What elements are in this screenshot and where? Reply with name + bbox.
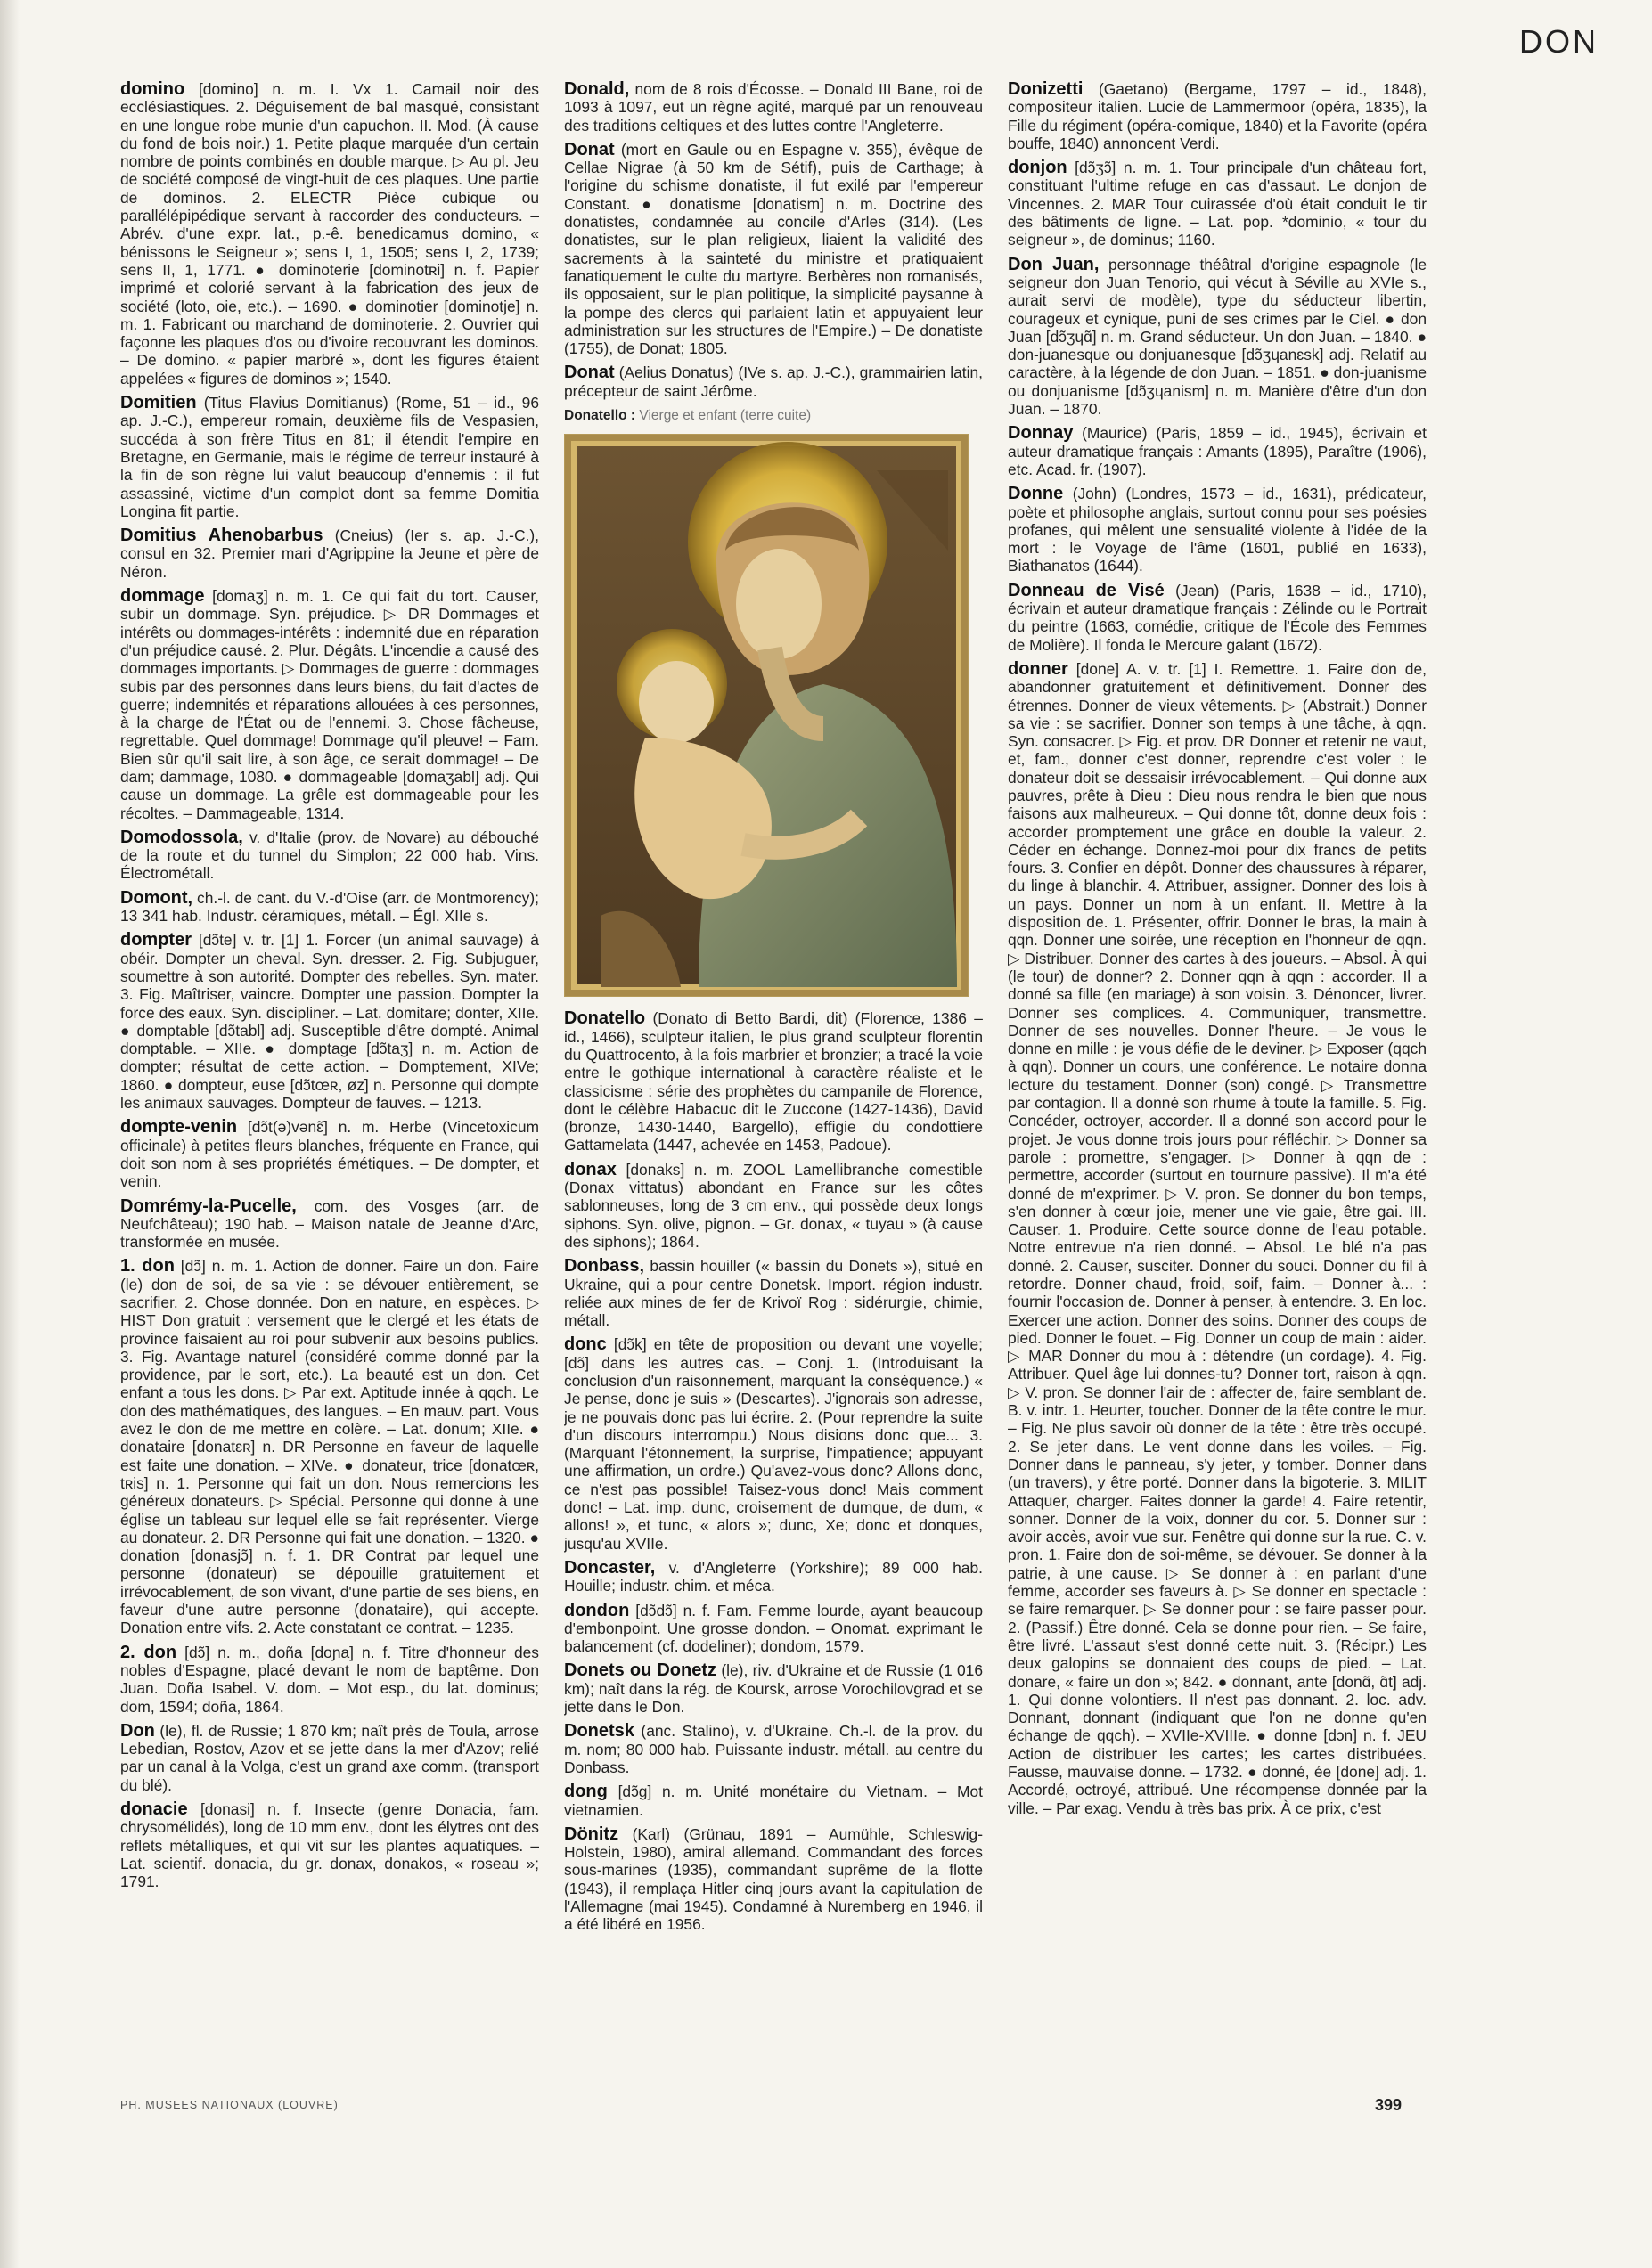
dictionary-entry [120, 1644, 539, 1716]
entry-definition: ch.-l. de cant. du V.-d'Oise (arr. de Montmorency); 13 341 hab. Industr. céramiques, métall. – Égl. XIIe s. [120, 888, 539, 926]
dictionary-entry [564, 1722, 983, 1776]
entry-headword: donjon [1008, 158, 1067, 178]
dictionary-entry [120, 587, 539, 822]
dictionary-entry [564, 1559, 983, 1595]
entry-definition: (Aelius Donatus) (IVe s. ap. J.-C.), grammairien latin, précepteur de saint Jérôme. [564, 363, 983, 400]
dictionary-entry [1008, 159, 1427, 249]
entry-headword: Domitien [120, 393, 197, 413]
entry-definition: (John) (Londres, 1573 – id., 1631), prédicateur, poète et philosophe anglais, surtout connu pour ses poésies profanes, qui mêlent une sensualité violente à l'idée de la mort : le Voyage de l'âme (1601, publié en 1633), Biathanatos (1644). [1008, 485, 1427, 575]
entry-definition: [dɔ̃dɔ̃] n. f. Fam. Femme lourde, ayant beaucoup d'embonpoint. Une grosse dondon. – Onomat. exprimant le balancement (cf. dodeliner); dondom, 1579. [564, 1601, 983, 1656]
page-number: 399 [1375, 2096, 1403, 2114]
photo-credit: PH. MUSEES NATIONAUX (LOUVRE) [120, 2099, 339, 2111]
page-edge-shadow [0, 0, 20, 2268]
entry-headword: Donizetti [1008, 80, 1084, 99]
entry-headword: Domitius Ahenobarbus [120, 526, 323, 546]
dictionary-entry [564, 1783, 983, 1819]
entry-headword: dondon [564, 1600, 630, 1620]
entry-headword: dompter [120, 930, 192, 950]
entry-headword: Donets ou Donetz [564, 1660, 717, 1681]
entry-headword: Donat [564, 363, 615, 383]
entry-definition: [dɔ̃] n. m., doña [doɲa] n. f. Titre d'honneur des nobles d'Espagne, placé devant le nom de baptême. Don Juan. Doña Isabel. V. dom. – Mot esp., du lat. dominus; dom, 1594; doña, 1864. [120, 1643, 539, 1716]
dictionary-entry [120, 80, 539, 388]
entry-headword: Donneau de Visé [1008, 580, 1165, 600]
dictionary-entry [120, 931, 539, 1112]
dictionary-entry [564, 1661, 983, 1716]
dictionary-entry [564, 141, 983, 358]
dictionary-entry [1008, 256, 1427, 419]
entry-definition: v. d'Italie (prov. de Novare) au débouché de la route et du tunnel du Simplon; 22 000 hab. Vins. Électrométall. [120, 828, 539, 883]
dictionary-entry [120, 1257, 539, 1636]
entry-headword: Donatello [564, 1008, 646, 1029]
entry-definition: v. d'Angleterre (Yorkshire); 89 000 hab. Houille; industr. chim. et méca. [564, 1558, 983, 1595]
entry-headword: Donald, [564, 80, 630, 99]
dictionary-entry [1008, 582, 1427, 654]
entry-headword: domino [120, 80, 185, 99]
dictionary-entry [564, 1257, 983, 1329]
entry-definition: personnage théâtral d'origine espagnole (le seigneur don Juan Tenorio, qui vécut à Séville au XVIe s., aurait servi de modèle), type du séducteur libertin, courageux et cynique, puni de ses crimes par le Ciel. ● don Juan [dɔ̃ʒɥɑ̃] n. m. Grand séducteur. Un don Juan. – 1840. ● don-juanesque ou donjuanesque [dɔ̃ʒɥanɛsk] adj. Relatif au caractère, à la légende de don Juan. – 1851. ● don-juanisme ou donjuanisme [dɔ̃ʒɥanism] n. m. Manière d'être d'un don Juan. – 1870. [1008, 255, 1427, 419]
dictionary-entry [1008, 660, 1427, 1817]
figure-caption-title: Donatello : [564, 408, 636, 424]
column-right [1008, 80, 1427, 2067]
entry-definition: [donaks] n. m. ZOOL Lamellibranche comestible (Donax vittatus) abondant en France sur les côtes sablonneuses, long de 3 cm env., qui possède deux longs siphons. Syn. olive, pignon. – Gr. donax, « tuyau » (à cause des siphons); 1864. [564, 1160, 983, 1251]
entry-headword: dompte-venin [120, 1117, 238, 1138]
entry-definition: (le), fl. de Russie; 1 870 km; naît près de Toula, arrose Lebedian, Rostov, Azov et se jette dans la mer d'Azov; relié par un canal à la Volga, c'est un grand axe comm. (transport du blé). [120, 1721, 539, 1794]
entry-definition: (Titus Flavius Domitianus) (Rome, 51 – id., 96 ap. J.-C.), empereur romain, deuxième fils de Vespasien, succéda à son frère Titus en 81; il étendit l'empire en Bretagne, en Germanie, mais le régime de terreur instauré à la fin de son règne lui valut beaucoup d'ennemis : il fut assassiné, victime d'un complot dont sa femme Domitia Longina fit partie. [120, 394, 539, 520]
dictionary-entry [120, 1197, 539, 1252]
column-middle [564, 80, 983, 2067]
running-head: DON [1519, 23, 1599, 60]
entry-definition: com. des Vosges (arr. de Neufchâteau); 190 hab. – Maison natale de Jeanne d'Arc, transformée en musée. [120, 1196, 539, 1252]
entry-headword: Don Juan, [1008, 254, 1100, 274]
dictionary-entry [120, 1118, 539, 1190]
entry-definition: nom de 8 rois d'Écosse. – Donald III Bane, roi de 1093 à 1097, eut un règne agité, marqué par un renouveau des traditions celtiques et des luttes contre l'Angleterre. [564, 80, 983, 135]
entry-definition: (Karl) (Grünau, 1891 – Aumühle, Schleswig-Holstein, 1980), amiral allemand. Commandant des forces sous-marines (1935), commandant suprême de la flotte (1943), il remplaça Hitler cinq jours avant la capitulation de l'Allemagne (mai 1945). Condamné à Nuremberg en 1946, il a été libéré en 1956. [564, 1824, 983, 1934]
figure-caption-subtitle: Vierge et enfant (terre cuite) [639, 408, 812, 424]
dictionary-entry [564, 1161, 983, 1251]
entry-definition: (le), riv. d'Ukraine et de Russie (1 016 km); naît dans la rég. de Koursk, arrose Vorochilovgrad et se jette dans le Don. [564, 1661, 983, 1717]
entry-definition: [dɔ̃te] v. tr. [1] 1. Forcer (un animal sauvage) à obéir. Dompter un cheval. Syn. dresser. 2. Fig. Subjuguer, soumettre à son autorité. Dompter des rebelles. Syn. mater. 3. Fig. Maîtriser, vaincre. Dompter une passion. Dompter la force des eaux. Syn. discipliner. – Lat. domitare; donter, XIIe. ● domptable [dɔ̃tabl] adj. Susceptible d'être dompté. Animal domptable. – XIIe. ● domptage [dɔ̃taʒ] n. m. Action de dompter; résultat de cette action. – Domptement, XIVe; 1860. ● dompteur, euse [dɔ̃tœʀ, øz] n. Personne qui dompte les animaux sauvages. Dompteur de fauves. – 1213. [120, 931, 539, 1113]
entry-headword: donc [564, 1334, 607, 1355]
entry-definition: [dɔ̃ʒɔ̃] n. m. 1. Tour principale d'un château fort, constituant l'ultime refuge en cas d'assaut. Le donjon de Vincennes. 2. MAR Tour cuirassée d'où était conduit le tir des bâtiments de ligne. – Lat. pop. *dominio, « tour du seigneur », de dominus; 1160. [1008, 159, 1427, 249]
entry-definition: [dɔ̃t(ə)vənɛ̃] n. m. Herbe (Vincetoxicum officinale) à petites fleurs blanches, fréquente en France, qui doit son nom à ses propriétés émétiques. – De dompter, et venin. [120, 1118, 539, 1191]
donatello-madonna-image [564, 434, 969, 997]
madonna-relief-illustration [565, 435, 968, 996]
dictionary-entry [564, 363, 983, 400]
entry-definition: [dɔ̃g] n. m. Unité monétaire du Vietnam. – Mot vietnamien. [564, 1783, 983, 1819]
dictionary-entry [564, 1602, 983, 1656]
dictionary-entry [120, 889, 539, 926]
entry-definition: (mort en Gaule ou en Espagne v. 355), évêque de Cellae Nigrae (à 50 km de Sétif), puis de Carthage; à l'origine du schisme donatiste, il fut exilé par l'empereur Constant. ● donatisme [donatism] n. m. Doctrine des donatistes, condamnée au concile d'Arles (314). (Les donatistes, sur le plan religieux, liaient la validité des sacrements à la sainteté du ministre et pratiquaient fanatiquement le culte du martyre. Berbères non romanisés, ils opposaient, sur le plan politique, la simplicité paysanne à la pompe des clercs qui parlaient latin et appuyaient leur administration sur les structures de l'Empire.) – De donatiste (1755), de Donat; 1805. [564, 140, 983, 358]
entry-headword: donacie [120, 1799, 188, 1820]
entry-definition: [domino] n. m. I. Vx 1. Camail noir des ecclésiastiques. 2. Déguisement de bal masqué, consistant en une longue robe munie d'un capuchon. II. Mod. (À cause du fond de bois noir.) 1. Petite plaque marquée d'un certain nombre de points combinés en double marque. ▷ Au pl. Jeu de société composé de vingt-huit de ces plaques. Une partie de dominos. 2. ELECTR Pièce cubique ou parallélépipédique servant à raccorder des conducteurs. – Abrév. d'une expr. lat., p.-ê. benedicamus domino, « bénissons le Seigneur »; sens I, 1, 1505; sens I, 2, 1739; sens II, 1, 1771. ● dominoterie [dominotʀi] n. f. Papier imprimé et colorié servant à la fabrication des jeux de société (loto, oie, etc.). – 1690. ● dominotier [dominotje] n. m. 1. Fabricant ou marchand de dominoterie. 2. Ouvrier qui façonne les plaques d'os ou d'ivoire recouvrant les dominos. – De domino. « papier marbré », dont les figures étaient appelées « figures de dominos »; 1540. [120, 80, 539, 388]
entry-headword: dong [564, 1782, 608, 1802]
entry-definition: [domaʒ] n. m. 1. Ce qui fait du tort. Causer, subir un dommage. Syn. préjudice. ▷ DR Dommages et intérêts ou dommages-intérêts : indemnité due en réparation d'un préjudice causé. 2. Plur. Dégâts. L'incendie a causé des dommages importants. ▷ Dommages de guerre : dommages subis par des personnes dans leurs biens, du fait d'actes de guerre; indemnités et réparations allouées à ces personnes, à la charge de l'État ou de l'ennemi. 3. Chose fâcheuse, regrettable. Quel dommage! Dommage qu'il pleuve! – Fam. Bien sûr qu'il sait lire, à son âge, ce serait dommage! – De dam; dammage, 1080. ● dommageable [domaʒabl] adj. Qui cause un dommage. La grêle est dommageable pour les récoltes. – Dammageable, 1314. [120, 587, 539, 822]
dictionary-entry [564, 1009, 983, 1154]
entry-headword: donax [564, 1159, 617, 1179]
figure-caption [564, 407, 983, 425]
dictionary-entry [120, 828, 539, 883]
entry-headword: Domodossola, [120, 827, 243, 847]
entry-headword: Donetsk [564, 1721, 634, 1742]
entry-headword: Dönitz [564, 1823, 619, 1844]
dictionary-entry [120, 1800, 539, 1890]
dictionary-entry [120, 526, 539, 581]
entry-headword: Donat [564, 139, 615, 159]
entry-headword: Don [120, 1720, 155, 1741]
dictionary-entry [120, 1722, 539, 1794]
entry-headword: 1. don [120, 1256, 175, 1277]
entry-headword: 2. don [120, 1642, 177, 1662]
dictionary-entry [564, 80, 983, 135]
column-left [120, 80, 539, 2067]
dictionary-entry [120, 394, 539, 520]
entry-headword: Doncaster, [564, 1557, 656, 1578]
entry-definition: [dɔ̃] n. m. 1. Action de donner. Faire un don. Faire (le) don de soi, de sa vie : se dévouer entièrement, se sacrifier. 2. Chose donnée. Don en nature, en espèces. ▷ HIST Don gratuit : versement que le clergé et les états de province faisaient au roi pour subvenir aux besoins publics. 3. Fig. Avantage naturel (considéré comme donné par la providence, par le sort, etc.). La beauté est un don. Cet enfant a tous les dons. ▷ Par ext. Aptitude innée à qqch. Le don des mathématiques, des langues. – En mauv. part. Vous avez le don de me mettre en colère. – Lat. donum; XIIe. ● donataire [donatɛʀ] n. DR Personne en faveur de laquelle est faite une donation. – XIVe. ● donateur, trice [donatœʀ, tʀis] n. 1. Personne qui fait un don. Nous remercions les généreux donateurs. ▷ Spécial. Personne qui donne à une église un tableau sur lequel elle se fait représenter. Vierge au donateur. 2. DR Personne qui fait une donation. – 1320. ● donation [donasjɔ̃] n. f. 1. DR Contrat par lequel une personne (donateur) se dépouille gratuitement et irrévocablement, de son vivant, d'une partie de ses biens, en faveur d'une autre personne (donataire), qui accepte. Donation entre vifs. 2. Acte constatant ce contrat. – 1235. [120, 1257, 539, 1637]
entry-headword: donner [1008, 658, 1068, 679]
dictionary-entry [1008, 80, 1427, 152]
dictionary-entry [1008, 485, 1427, 575]
entry-definition: (Donato di Betto Bardi, dit) (Florence, 1386 – id., 1466), sculpteur italien, le plus grand sculpteur florentin du Quattrocento, à la fois marbrier et bronzier; a tracé la voie entre le gothique international à caractère réaliste et le classicisme : série des prophètes du campanile de Florence, dont le célèbre Habacuc dit le Zuccone (1427-1436), David (bronze, 1430-1440, Bargello), effigie du condottiere Gattamelata (1447, achevée en 1453, Padoue). [564, 1009, 983, 1154]
entry-headword: Domont, [120, 887, 193, 908]
entry-definition: (Gaetano) (Bergame, 1797 – id., 1848), compositeur italien. Lucie de Lammermoor (opéra, 1835), la Fille du régiment (opéra-comique, 1840) et la Favorite (opéra bouffe, 1840) annoncent Verdi. [1008, 80, 1427, 152]
entry-headword: dommage [120, 586, 205, 607]
entry-headword: Domrémy-la-Pucelle, [120, 1195, 297, 1216]
dictionary-entry [1008, 424, 1427, 478]
entry-definition: [dɔ̃k] en tête de proposition ou devant une voyelle; [dɔ̃] dans les autres cas. – Conj. 1. (Introduisant la conclusion d'un raisonnement, marquant la conséquence.) « Je pense, donc je suis » (Descartes). J'ignorais son adresse, je ne pouvais donc pas lui écrire. 2. (Pour reprendre la suite d'un discours interrompu.) Nous disions donc que... 3. (Marquant l'étonnement, la surprise, l'impatience; appuyant une affirmation, un ordre.) Qu'avez-vous donc? Allons donc, ce n'est pas possible! Taisez-vous donc! Mais comment donc! – Lat. imp. dunc, croisement de dumque, de dum, « allons! », et tunc, « alors »; dunc, Xe; donc et donques, jusqu'au XVIIe. [564, 1335, 983, 1553]
entry-headword: Donbass, [564, 1256, 645, 1277]
entry-headword: Donnay [1008, 423, 1074, 444]
entry-definition: (Maurice) (Paris, 1859 – id., 1945), écrivain et auteur dramatique français : Amants (1895), Paraître (1906), etc. Acad. fr. (1907). [1008, 424, 1427, 478]
dictionary-entry [564, 1825, 983, 1934]
entry-definition: [done] A. v. tr. [1] I. Remettre. 1. Faire don de, abandonner gratuitement et définitivement. Donner des étrennes. Donner de vieux vêtements. ▷ (Abstrait.) Donner sa vie : se sacrifier. Donner son temps à une tâche, à qqn. Syn. consacrer. ▷ Fig. et prov. DR Donner et retenir ne vaut, et, fam., donner c'est donner, reprendre c'est voler : le donateur doit se dessaisir irrévocablement. – Qui donne aux pauvres, prête à Dieu : Dieu nous rendra le bien que nous faisons aux malheureux. – Qui donne tôt, donne deux fois : accorder promptement une grâce en double la valeur. 2. Céder en échange. Donnez-moi pour dix francs de petits fours. 3. Confier en dépôt. Donner des chaussures à réparer, du linge à blanchir. 4. Attribuer, assigner. Donner des lois à un pays. Donner un nom à un enfant. II. Mettre à la disposition de. 1. Présenter, offrir. Donner le bras, la main à qqn. Donner une soirée, une réception en l'honneur de qqn. ▷ Distribuer. Donner des cartes à des joueurs. – Absol. À qui (le tour) de donner? 2. Donner qqn à qqn : accorder. Il a donné sa fille (en mariage) à son voisin. 3. Dénoncer, livrer. Donner ses complices. 4. Communiquer, transmettre. Donner de ses nouvelles. Donner l'heure. – Je vous le donne en mille : je vous défie de le deviner. ▷ Exposer (qqch à qqn). Donner un cours, une conférence. Le notaire donna lecture du testament. Donner (son) congé. ▷ Transmettre par contagion. Il a donné son rhume à toute la famille. 5. Fig. Concéder, octroyer, accorder. Il a donné son accord pour le projet. Je vous donne trois jours pour réfléchir. ▷ Donner sa parole : promettre, s'engager. ▷ Donner à qqn de : permettre, accorder (surtout en tournure passive). Il m'a été donné de m'exprimer. ▷ V. pron. Se donner du bon temps, s'en donner à cœur joie, mener une vie gaie, être gai. III. Causer. 1. Produire. Cette source donne de l'eau potable. Notre entrevue n'a rien donné. – Absol. Le blé n'a pas donné. 2. Causer, susciter. Donner du souci. Donner du fil à retordre. Donner chaud, froid, soif, faim. – Donner à... : fournir l'occasion de. Donner à penser, à entendre. 3. En loc. Exercer une action. Donner des soins. Donner des coups de pied. Donner le fouet. – Fig. Donner un coup de main : aider. ▷ MAR Donner du mou à : détendre (un cordage). 4. Fig. Attribuer. Quel âge lui donnes-tu? Donner tort, raison à qqn. ▷ V. pron. Se donner l'air de : affecter de, faire semblant de. B. v. intr. 1. Heurter, toucher. Donner de la tête contre le mur. – Fig. Ne plus savoir où donner de la tête : être très occupé. 2. Se jeter dans. Le vent donne dans les voiles. – Fig. Donner dans le panneau, s'y jeter, y tomber. Donner dans (un travers), y être porté. Donner dans la bigoterie. 3. MILIT Attaquer, charger. Faites donner la garde! 4. Faire retentir, sonner. Donner de la voix, donner du cor. 5. Donner sur : avoir accès, avoir vue sur. Fenêtre qui donne sur la rue. C. v. pron. 1. Faire don de soi-même, se dévouer. Se donner à la patrie, à une cause. ▷ Se donner à : en parlant d'une femme, accorder ses faveurs à. ▷ Se donner en spectacle : se faire remarquer. ▷ Se donner pour : se faire passer pour. 2. (Passif.) Être donné. Cela se donne pour rien. – Se faire, être livré. L'assaut s'est donné cette nuit. 3. (Récipr.) Les deux galopins se donnaient des coups de pied. – Lat. donare, « faire un don »; 842. ● donnant, ante [donɑ̃, ɑ̃t] adj. 1. Qui donne volontiers. Il n'est pas donnant. 2. loc. adv. Donnant, donnant (indiquant que l'on ne donne qu'en échange de qqch). – XVIIe-XVIIIe. ● donne [dɔn] n. f. JEU Action de distribuer les cartes; les cartes distribuées. Fausse, mauvaise donne. – 1732. ● donné, ée [done] adj. 1. Accordé, octroyé, attribué. Une récompense donnée par la ville. – Par exag. Vendu à très bas prix. À ce prix, c'est [1008, 659, 1427, 1817]
entry-headword: Donne [1008, 484, 1064, 504]
entry-definition: (anc. Stalino), v. d'Ukraine. Ch.-l. de la prov. du m. nom; 80 000 hab. Puissante industr. métall. au centre du Donbass. [564, 1722, 983, 1776]
entry-definition: (Jean) (Paris, 1638 – id., 1710), écrivain et auteur dramatique français : Zélinde ou le Portrait du peintre (1663, comédie, critique de l'École des Femmes de Molière). Il fonda le Mercure galant (1672). [1008, 581, 1427, 654]
entry-definition: bassin houiller (« bassin du Donets »), situé en Ukraine, qui a pour centre Donetsk. Import. région industr. reliée aux mines de fer de Krivoï Rog : sidérurgie, chimie, métall. [564, 1257, 983, 1330]
entry-definition: (Cneius) (Ier s. ap. J.-C.), consul en 32. Premier mari d'Agrippine la Jeune et père de Néron. [120, 526, 539, 581]
dictionary-entry [564, 1335, 983, 1553]
entry-definition: [donasi] n. f. Insecte (genre Donacia, fam. chrysomélidés), long de 10 mm env., dont les élytres ont des reflets métalliques, et qui vit sur les plantes aquatiques. – Lat. scientif. donacia, du gr. donax, donakos, « roseau »; 1791. [120, 1800, 539, 1891]
